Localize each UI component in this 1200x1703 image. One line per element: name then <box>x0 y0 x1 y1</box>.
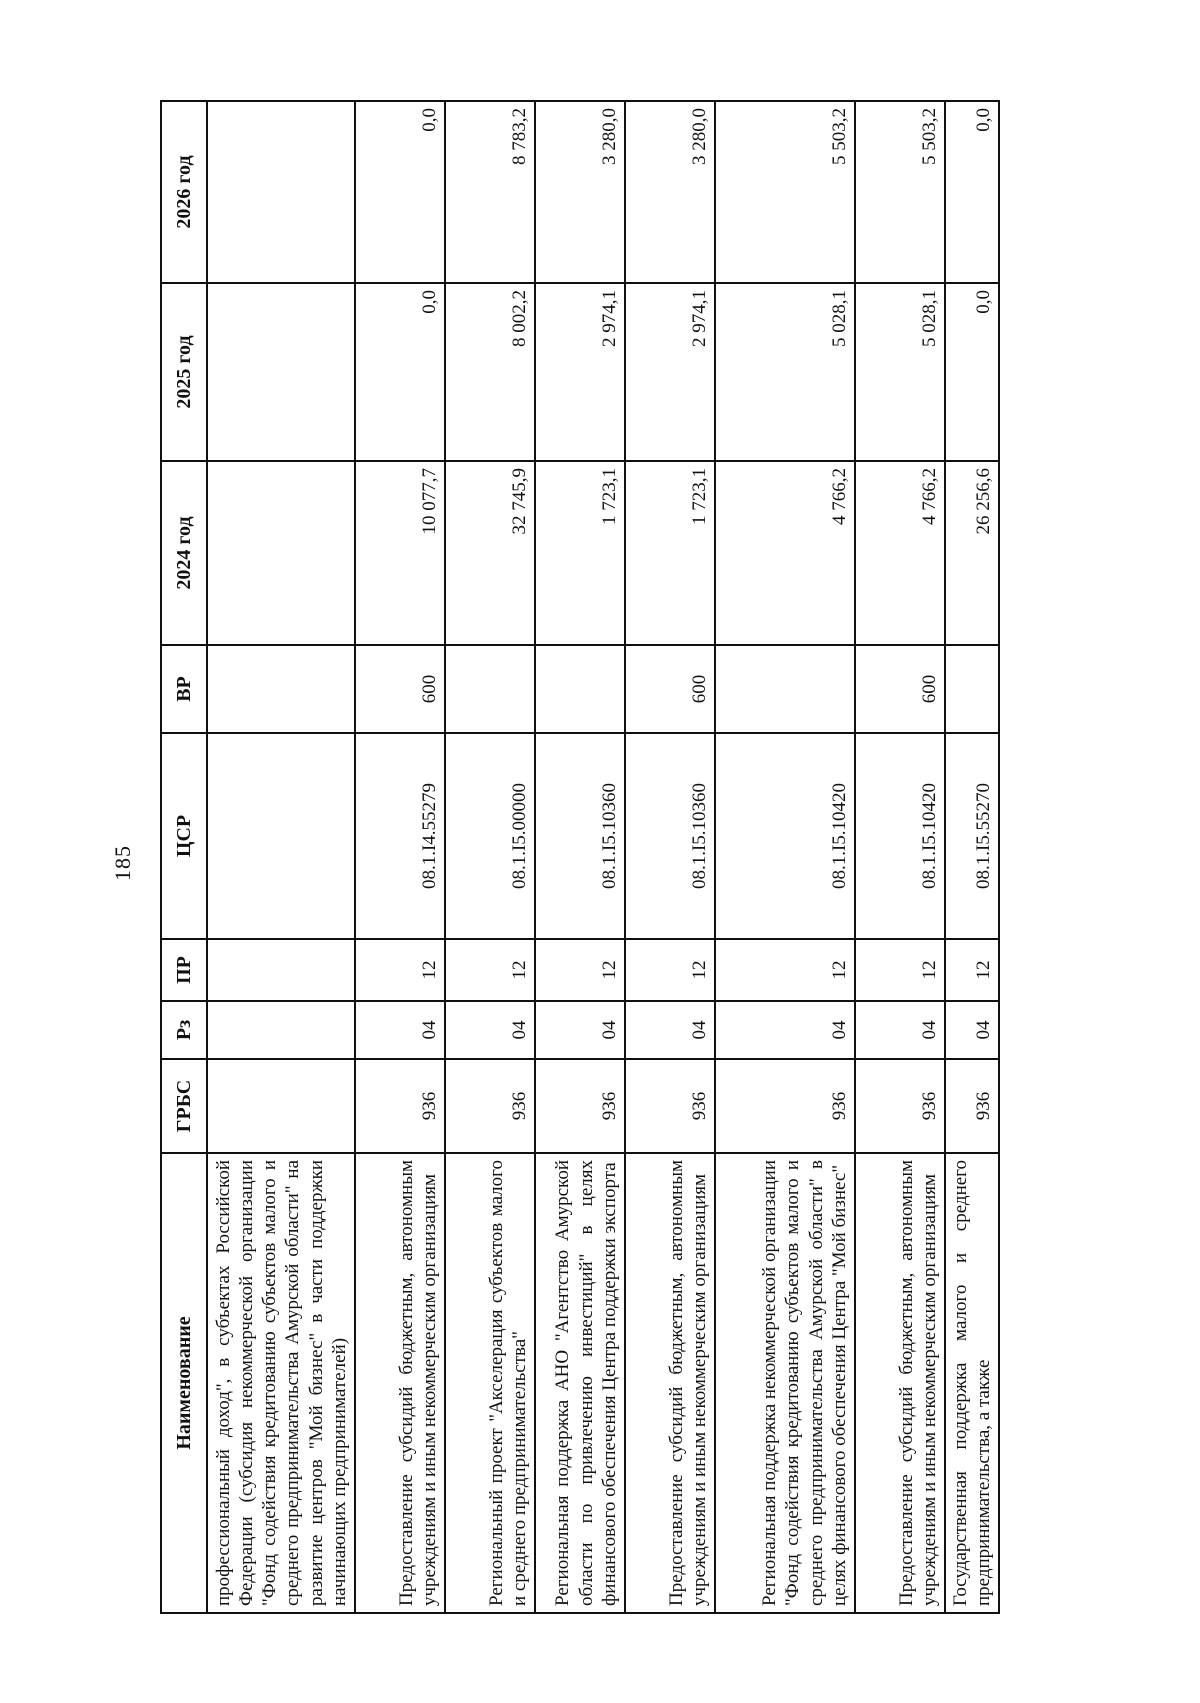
cell-vr <box>207 645 355 733</box>
cell-vr <box>715 645 855 733</box>
header-2025: 2025 год <box>161 283 207 461</box>
cell-pr: 12 <box>855 939 945 1001</box>
header-grbs: ГРБС <box>161 1059 207 1153</box>
cell-2026: 0,0 <box>945 101 999 283</box>
cell-pr: 12 <box>445 939 535 1001</box>
cell-rz: 04 <box>945 1001 999 1059</box>
cell-vr <box>945 645 999 733</box>
cell-2025: 0,0 <box>355 283 445 461</box>
cell-grbs <box>207 1059 355 1153</box>
table-row <box>207 101 355 1613</box>
header-vr: ВР <box>161 645 207 733</box>
cell-grbs: 936 <box>855 1059 945 1153</box>
table-row <box>945 101 999 1613</box>
cell-rz <box>207 1001 355 1059</box>
cell-csr: 08.1.I5.55270 <box>945 733 999 939</box>
cell-2026 <box>207 101 355 283</box>
cell-2025: 5 028,1 <box>855 283 945 461</box>
header-csr: ЦСР <box>161 733 207 939</box>
cell-grbs: 936 <box>945 1059 999 1153</box>
table-row <box>535 101 625 1613</box>
cell-rz: 04 <box>445 1001 535 1059</box>
cell-2024: 1 723,1 <box>625 461 715 645</box>
cell-rz: 04 <box>855 1001 945 1059</box>
cell-pr <box>207 939 355 1001</box>
cell-name: Предоставление субсидий бюджетным, автономным учреждениям и иным некоммерческим организациям <box>355 1153 445 1613</box>
cell-name: Региональная поддержка АНО "Агентство Амурской области по привлечению инвестиций" в целях финансового обеспечения Центра поддержки экспорта <box>535 1153 625 1613</box>
cell-rz: 04 <box>715 1001 855 1059</box>
cell-csr: 08.1.I5.10360 <box>625 733 715 939</box>
cell-2026: 3 280,0 <box>535 101 625 283</box>
header-pr: ПР <box>161 939 207 1001</box>
cell-pr: 12 <box>355 939 445 1001</box>
header-rz: Рз <box>161 1001 207 1059</box>
rotated-table-container <box>160 102 1080 1614</box>
budget-table <box>160 100 1000 1614</box>
cell-2026: 5 503,2 <box>855 101 945 283</box>
header-name: Наименование <box>161 1153 207 1613</box>
cell-grbs: 936 <box>715 1059 855 1153</box>
cell-rz: 04 <box>535 1001 625 1059</box>
header-2024: 2024 год <box>161 461 207 645</box>
cell-csr: 08.1.I5.10420 <box>715 733 855 939</box>
cell-2024: 32 745,9 <box>445 461 535 645</box>
cell-grbs: 936 <box>445 1059 535 1153</box>
cell-vr: 600 <box>625 645 715 733</box>
cell-2026: 0,0 <box>355 101 445 283</box>
cell-csr: 08.1.I5.10420 <box>855 733 945 939</box>
cell-name: Региональный проект "Акселерация субъектов малого и среднего предпринимательства" <box>445 1153 535 1613</box>
cell-name: Региональная поддержка некоммерческой организации "Фонд содействия кредитованию субъектов малого и среднего предпринимательства Амурской области" в целях финансового обеспечения Центра "Мой бизнес" <box>715 1153 855 1613</box>
cell-2024: 26 256,6 <box>945 461 999 645</box>
table-header-row <box>161 101 207 1613</box>
cell-csr: 08.1.I5.00000 <box>445 733 535 939</box>
cell-2024: 4 766,2 <box>855 461 945 645</box>
table-row <box>445 101 535 1613</box>
cell-pr: 12 <box>715 939 855 1001</box>
cell-rz: 04 <box>625 1001 715 1059</box>
table-row <box>715 101 855 1613</box>
table-row <box>355 101 445 1613</box>
cell-csr: 08.1.I5.10360 <box>535 733 625 939</box>
cell-2025 <box>207 283 355 461</box>
cell-2025: 2 974,1 <box>535 283 625 461</box>
cell-2024: 10 077,7 <box>355 461 445 645</box>
cell-name: Государственная поддержка малого и среднего предпринимательства, а также <box>945 1153 999 1613</box>
page-number: 185 <box>110 845 135 881</box>
cell-vr <box>535 645 625 733</box>
cell-rz: 04 <box>355 1001 445 1059</box>
cell-2024: 4 766,2 <box>715 461 855 645</box>
cell-vr: 600 <box>855 645 945 733</box>
cell-csr: 08.1.I4.55279 <box>355 733 445 939</box>
cell-2024 <box>207 461 355 645</box>
cell-grbs: 936 <box>625 1059 715 1153</box>
cell-pr: 12 <box>625 939 715 1001</box>
cell-grbs: 936 <box>355 1059 445 1153</box>
cell-name: Предоставление субсидий бюджетным, автономным учреждениям и иным некоммерческим организациям <box>855 1153 945 1613</box>
cell-2025: 5 028,1 <box>715 283 855 461</box>
cell-2024: 1 723,1 <box>535 461 625 645</box>
header-2026: 2026 год <box>161 101 207 283</box>
cell-2025: 8 002,2 <box>445 283 535 461</box>
cell-2026: 3 280,0 <box>625 101 715 283</box>
cell-2026: 5 503,2 <box>715 101 855 283</box>
cell-2026: 8 783,2 <box>445 101 535 283</box>
cell-grbs: 936 <box>535 1059 625 1153</box>
cell-pr: 12 <box>945 939 999 1001</box>
cell-csr <box>207 733 355 939</box>
cell-name: Предоставление субсидий бюджетным, автономным учреждениям и иным некоммерческим организациям <box>625 1153 715 1613</box>
cell-vr <box>445 645 535 733</box>
cell-2025: 0,0 <box>945 283 999 461</box>
table-row <box>625 101 715 1613</box>
cell-2025: 2 974,1 <box>625 283 715 461</box>
cell-name: профессиональный доход", в субъектах Российской Федерации (субсидия некоммерческой организации "Фонд содействия кредитованию субъектов малого и среднего предпринимательства Амурской области" на развитие центров "Мой бизнес" в части поддержки начинающих предпринимателей) <box>207 1153 355 1613</box>
table-row <box>855 101 945 1613</box>
cell-vr: 600 <box>355 645 445 733</box>
cell-pr: 12 <box>535 939 625 1001</box>
